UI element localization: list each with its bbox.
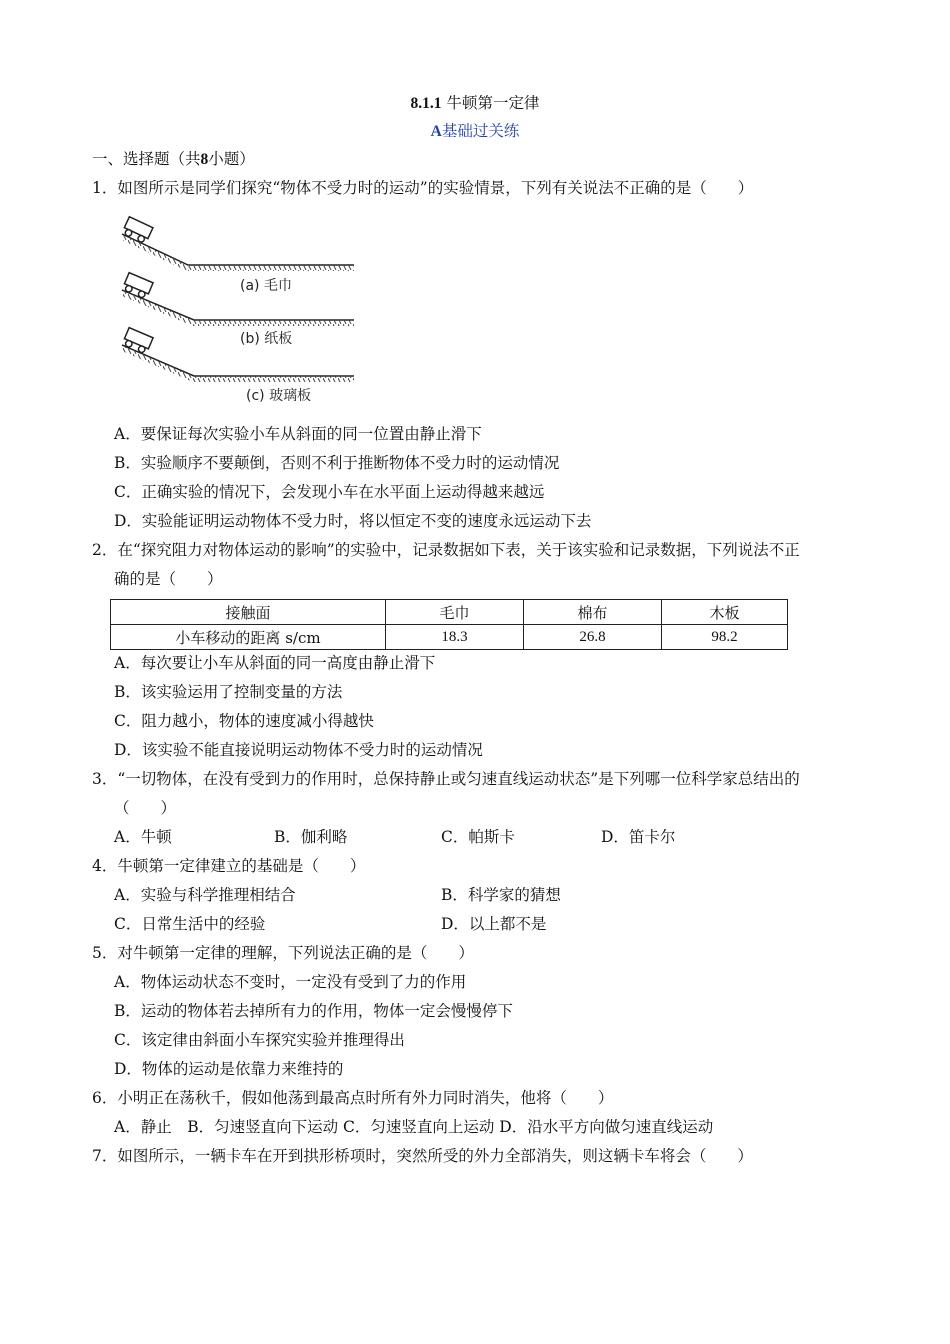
q3-option-a[interactable]: A．牛顿 — [114, 828, 172, 846]
q5-option-b[interactable]: B．运动的物体若去掉所有力的作用，物体一定会慢慢停下 — [114, 1002, 513, 1020]
q2-data-table — [110, 599, 788, 650]
table-cell: 小车移动的距离 s/cm — [111, 625, 386, 650]
title-number: 8.1.1 — [410, 95, 442, 112]
question-5-stem: 5．对牛顿第一定律的理解，下列说法正确的是（ ） — [92, 944, 474, 962]
page-title — [0, 91, 950, 113]
subtitle-text: 基础过关练 — [441, 122, 520, 140]
title-text: 牛顿第一定律 — [446, 94, 540, 112]
table-cell: 毛巾 — [386, 600, 524, 625]
ramp-a — [122, 217, 354, 294]
q4-option-a[interactable]: A．实验与科学推理相结合 — [114, 886, 296, 904]
question-7-stem: 7．如图所示，一辆卡车在开到拱形桥项时，突然所受的外力全部消失，则这辆卡车将会（ ） — [92, 1147, 753, 1165]
question-3-stem: 3．“一切物体，在没有受到力的作用时，总保持静止或匀速直线运动状态”是下列哪一位科学家总结出的 — [92, 770, 800, 788]
q1-option-a[interactable]: A．要保证每次实验小车从斜面的同一位置由静止滑下 — [114, 425, 482, 443]
q3-option-c[interactable]: C．帕斯卡 — [441, 828, 515, 846]
label-a: (a) 毛巾 — [240, 278, 292, 294]
table-header-row — [111, 600, 788, 625]
table-cell: 接触面 — [111, 600, 386, 625]
table-cell: 18.3 — [386, 625, 524, 650]
question-6-stem: 6．小明正在荡秋千，假如他荡到最高点时所有外力同时消失，他将（ ） — [92, 1089, 614, 1107]
question-2-stem-cont: 确的是（ ） — [114, 570, 223, 588]
table-cell: 26.8 — [524, 625, 662, 650]
q4-option-b[interactable]: B．科学家的猜想 — [441, 886, 561, 904]
q5-option-c[interactable]: C．该定律由斜面小车探究实验并推理得出 — [114, 1031, 405, 1049]
page-subtitle — [0, 119, 950, 141]
label-c: (c) 玻璃板 — [246, 388, 312, 404]
q3-option-d[interactable]: D．笛卡尔 — [601, 828, 676, 846]
section-heading: 一、选择题（共8小题） — [92, 150, 255, 168]
question-1-stem: 1．如图所示是同学们探究“物体不受力时的运动”的实验情景，下列有关说法不正确的是（ ） — [92, 179, 754, 197]
q4-option-d[interactable]: D．以上都不是 — [441, 915, 547, 933]
ramp-b — [122, 273, 354, 347]
q5-option-a[interactable]: A．物体运动状态不变时，一定没有受到了力的作用 — [114, 973, 467, 991]
q3-option-b[interactable]: B．伽利略 — [274, 828, 348, 846]
q5-option-d[interactable]: D．物体的运动是依靠力来维持的 — [114, 1060, 344, 1078]
question-4-stem: 4．牛顿第一定律建立的基础是（ ） — [92, 857, 366, 875]
q1-option-d[interactable]: D．实验能证明运动物体不受力时，将以恒定不变的速度永远运动下去 — [114, 512, 592, 530]
ramp-c — [122, 328, 354, 404]
q2-option-a[interactable]: A．每次要让小车从斜面的同一高度由静止滑下 — [114, 654, 436, 672]
table-row — [111, 625, 788, 650]
subtitle-letter: A — [430, 123, 442, 140]
q4-option-c[interactable]: C．日常生活中的经验 — [114, 915, 266, 933]
q1-option-c[interactable]: C．正确实验的情况下，会发现小车在水平面上运动得越来越远 — [114, 483, 545, 501]
label-b: (b) 纸板 — [240, 331, 293, 347]
question-3-stem-cont: （ ） — [114, 799, 177, 817]
q1-option-b[interactable]: B．实验顺序不要颠倒，否则不利于推断物体不受力时的运动情况 — [114, 454, 560, 472]
q2-option-c[interactable]: C．阻力越小，物体的速度减小得越快 — [114, 712, 374, 730]
q2-option-d[interactable]: D．该实验不能直接说明运动物体不受力时的运动情况 — [114, 741, 483, 759]
table-cell: 木板 — [662, 600, 788, 625]
table-cell: 98.2 — [662, 625, 788, 650]
inclined-plane-figure — [118, 210, 358, 410]
q6-options[interactable]: A．静止 B．匀速竖直向下运动 C．匀速竖直向上运动 D．沿水平方向做匀速直线运动 — [114, 1118, 714, 1136]
table-cell: 棉布 — [524, 600, 662, 625]
question-2-stem: 2．在“探究阻力对物体运动的影响”的实验中，记录数据如下表，关于该实验和记录数据，下列说法不正 — [92, 541, 800, 559]
q2-option-b[interactable]: B．该实验运用了控制变量的方法 — [114, 683, 343, 701]
